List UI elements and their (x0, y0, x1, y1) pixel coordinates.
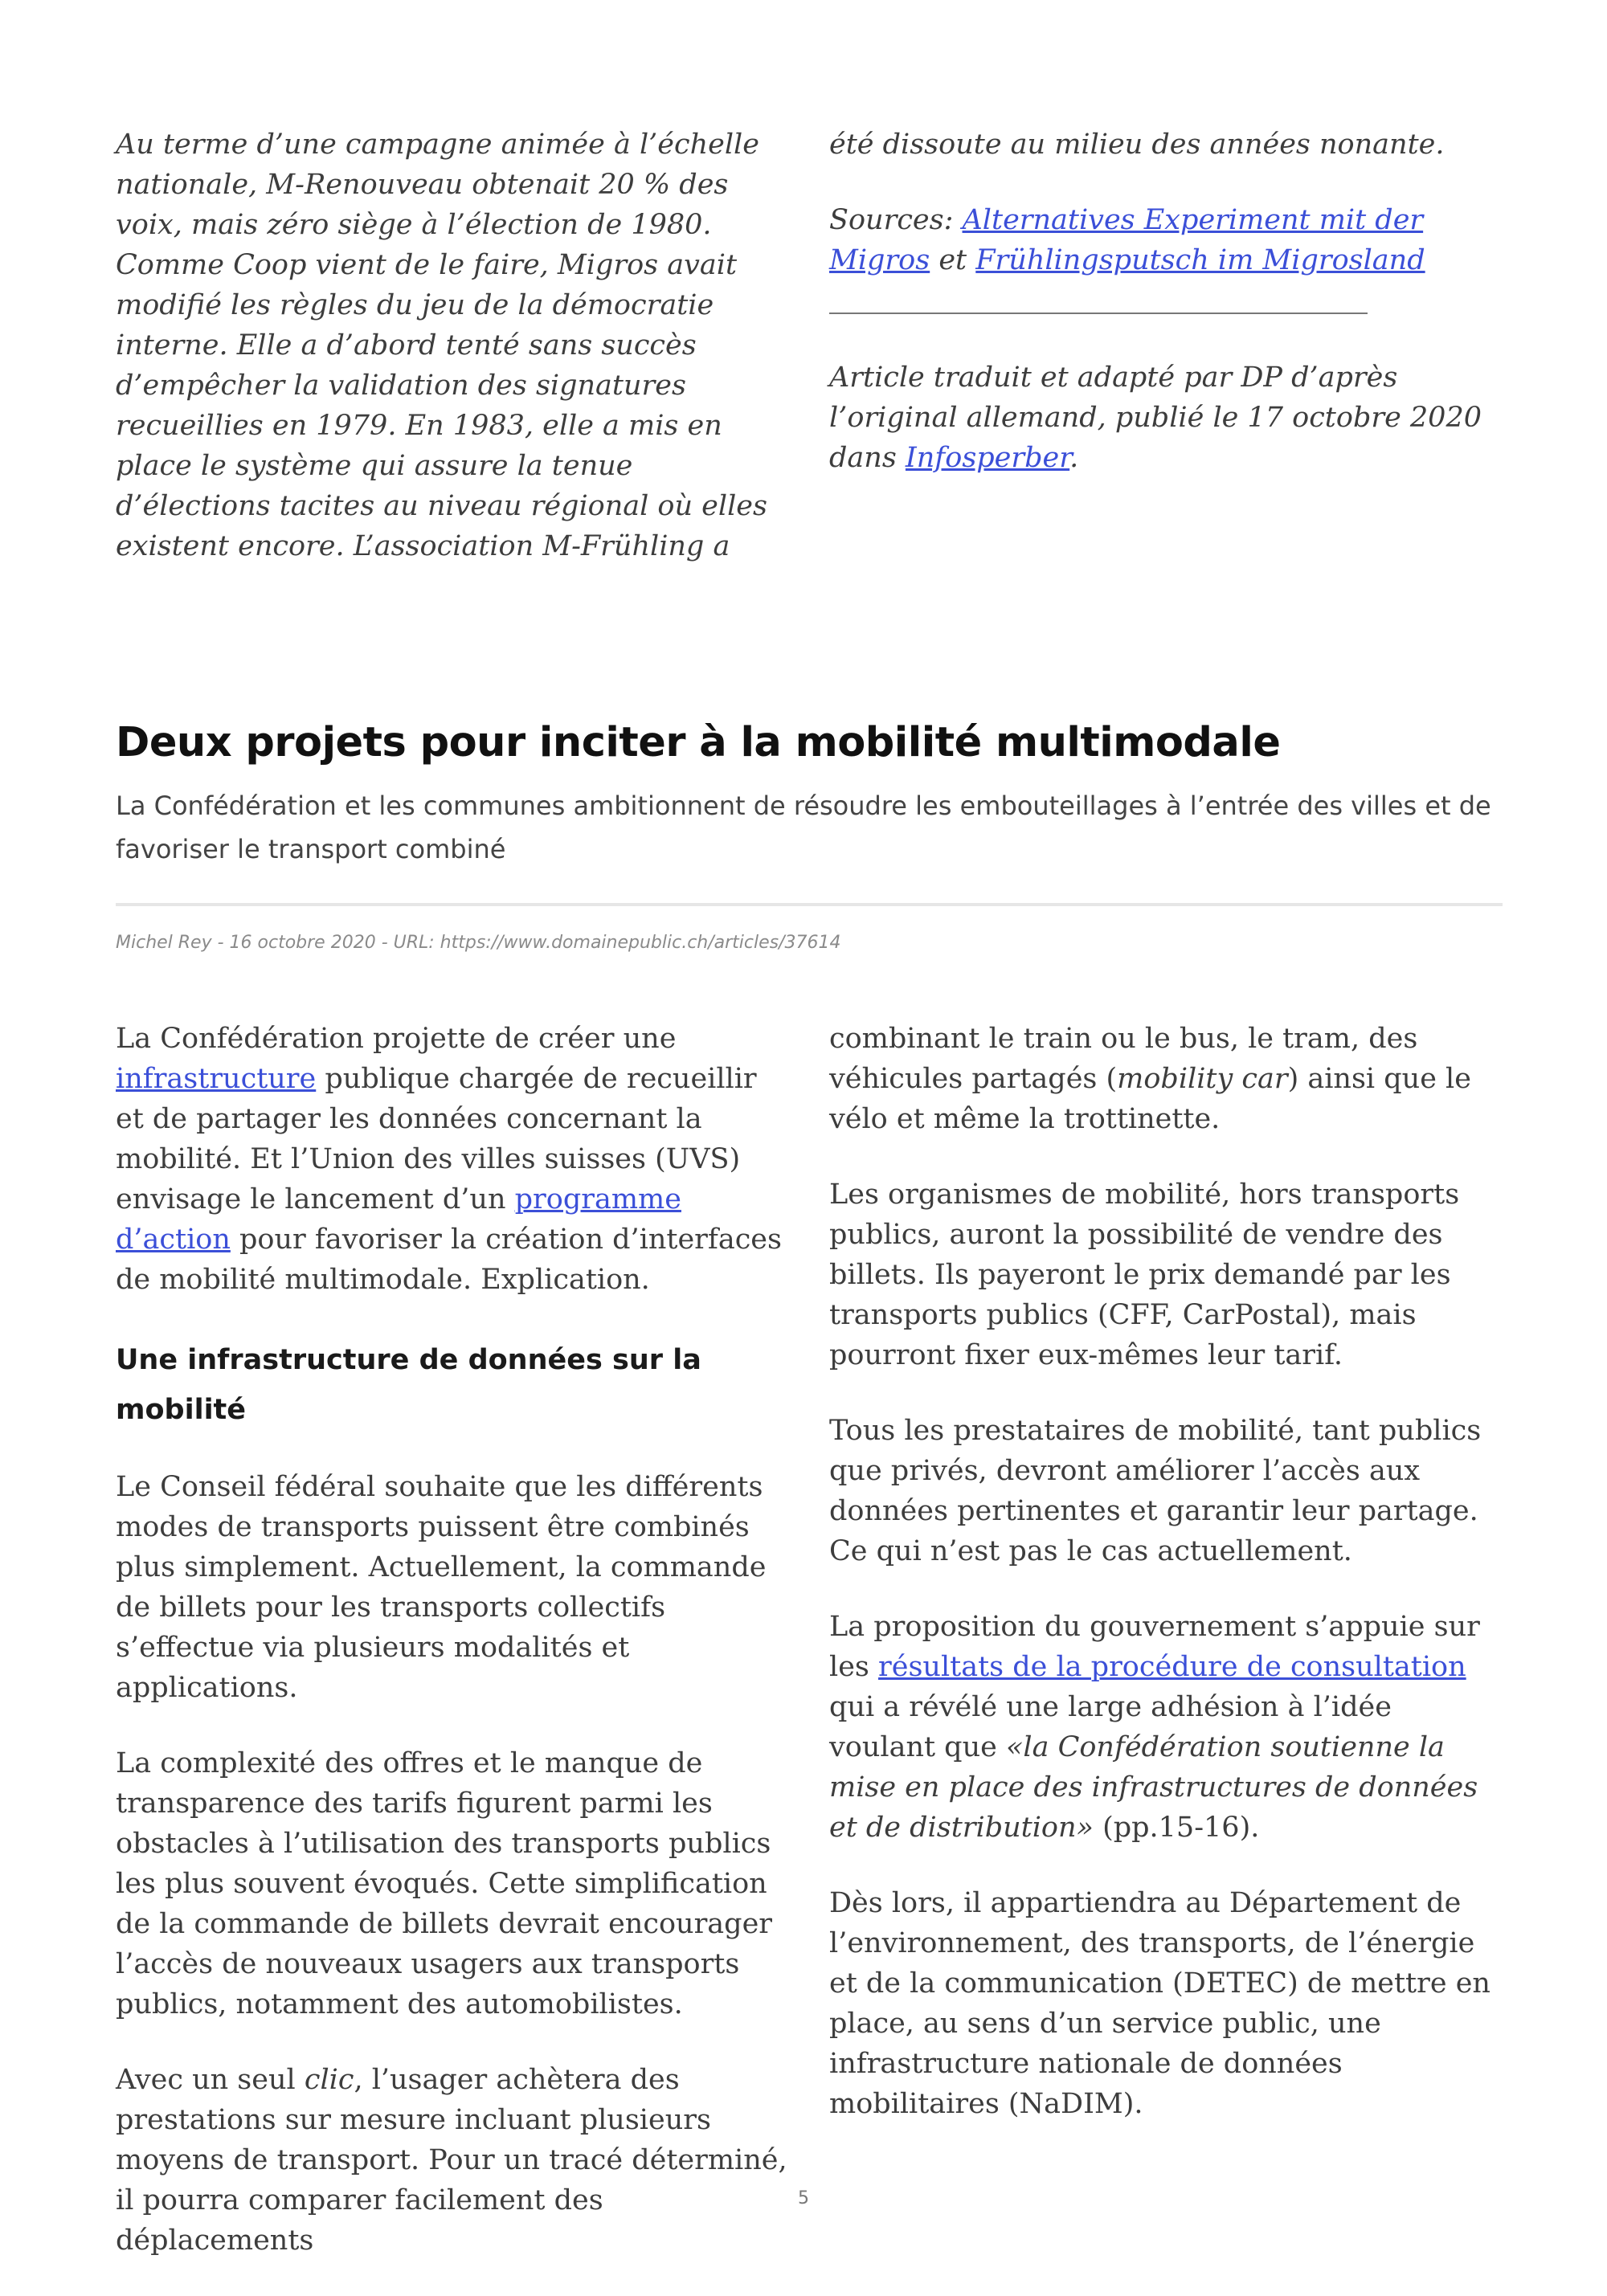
source-link-fruehlingsputsch[interactable]: Frühlingsputsch im Migrosland (975, 244, 1425, 276)
infrastructure-link[interactable]: infrastructure (116, 1063, 317, 1095)
article-paragraph: La complexité des offres et le manque de transparence des tarifs figurent parmi les obstacles à l’utilisation des transports publics les plus souvent évoqués. Cette simplification de la commande de billets devrait encourager l’accès de nouveaux usagers aux transports publics, notamment des automobilistes. (116, 1747, 773, 2020)
page-number: 5 (798, 2188, 809, 2208)
article-meta: Michel Rey - 16 octobre 2020 - URL: https://www.domainepublic.ch/articles/37614 (116, 933, 841, 953)
article-intro-paragraph: La Confédération projette de créer une infrastructure publique chargée de recueillir et de partager les données concernant la mobilité. Et l’Union des villes suisses (UVS) envisage le lancement d’un programme d’action pour favoriser la création d’interfaces de mobilité multimodale. Explication. (116, 1023, 782, 1296)
separator-rule (829, 313, 1368, 314)
prev-article-right-column (829, 125, 1504, 513)
article-paragraph: Avec un seul clic, l’usager achètera des prestations sur mesure incluant plusieurs moyens de transport. Pour un tracé déterminé, il pourra comparer facilement des déplacements (116, 2064, 787, 2257)
source-link-alternatives[interactable]: Alternatives Experiment mit der Migros (829, 204, 1424, 276)
sources-and: et (938, 244, 967, 276)
infosperber-link[interactable]: Infosperber (905, 442, 1070, 474)
quotation: «la Confédération soutienne la mise en place des infrastructures de données et de distribution» (829, 1731, 1478, 1844)
article-paragraph: La proposition du gouvernement s’appuie sur les résultats de la procédure de consultation qui a révélé une large adhésion à l’idée voulant que «la Confédération soutienne la mise en place des infrastructures de données et de distribution» (pp.15-16). (829, 1611, 1480, 1844)
consultation-results-link[interactable]: résultats de la procédure de consultation (878, 1651, 1466, 1683)
translation-note: Article traduit et adapté par DP d’après l’original allemand, publié le 17 octobre 2020 dans Infosperber. (829, 362, 1482, 474)
emphasis-clic: clic (304, 2064, 354, 2096)
article-subtitle: La Confédération et les communes ambitionnent de résoudre les embouteillages à l’entrée des villes et de favoriser le transport combiné (116, 791, 1491, 864)
section-heading: Une infrastructure de données sur la mobilité (116, 1344, 701, 1426)
prev-article-left-column (116, 125, 791, 602)
article-paragraph: Les organismes de mobilité, hors transports publics, auront la possibilité de vendre des billets. Ils payeront le prix demandé par les transports publics (CFF, CarPostal), mais pourront fixer eux-mêmes leur tarif. (829, 1179, 1460, 1371)
article-paragraph: Dès lors, il appartiendra au Département de l’environnement, des transports, de l’énergie et de la communication (DETEC) de mettre en place, au sens d’un service public, une infrastructure nationale de données mobilitaires (NaDIM). (829, 1887, 1490, 2120)
article-left-column (116, 1019, 791, 2296)
sources-label: Sources: (829, 204, 954, 236)
header-divider (116, 903, 1503, 906)
sources-line (829, 200, 1504, 280)
prev-article-continuation: été dissoute au milieu des années nonante. (829, 129, 1445, 161)
emphasis-mobility-car: mobility car (1117, 1063, 1288, 1095)
programme-action-link[interactable]: programme d’action (116, 1183, 681, 1256)
article-paragraph: Le Conseil fédéral souhaite que les différents modes de transports puissent être combinés plus simplement. Actuellement, la commande de billets pour les transports collectifs s’effectue via plusieurs modalités et applications. (116, 1471, 767, 1704)
prev-article-paragraph: Au terme d’une campagne animée à l’échelle nationale, M-Renouveau obtenait 20 % des voix, mais zéro siège à l’élection de 1980. Comme Coop vient de le faire, Migros avait modifié les règles du jeu de la démocratie interne. Elle a d’abord tenté sans succès d’empêcher la validation des signatures recueillies en 1979. En 1983, elle a mis en place le système qui assure la tenue d’élections tacites au niveau régional où elles existent encore. L’association M-Frühling a (116, 129, 767, 562)
article-paragraph: Tous les prestataires de mobilité, tant publics que privés, devront améliorer l’accès aux données pertinentes et garantir leur partage. Ce qui n’est pas le cas actuellement. (829, 1415, 1482, 1567)
article-title: Deux projets pour inciter à la mobilité multimodale (116, 719, 1281, 766)
article-right-column (829, 1019, 1504, 2159)
article-paragraph: combinant le train ou le bus, le tram, des véhicules partagés (mobility car) ainsi que le vélo et même la trottinette. (829, 1023, 1471, 1135)
